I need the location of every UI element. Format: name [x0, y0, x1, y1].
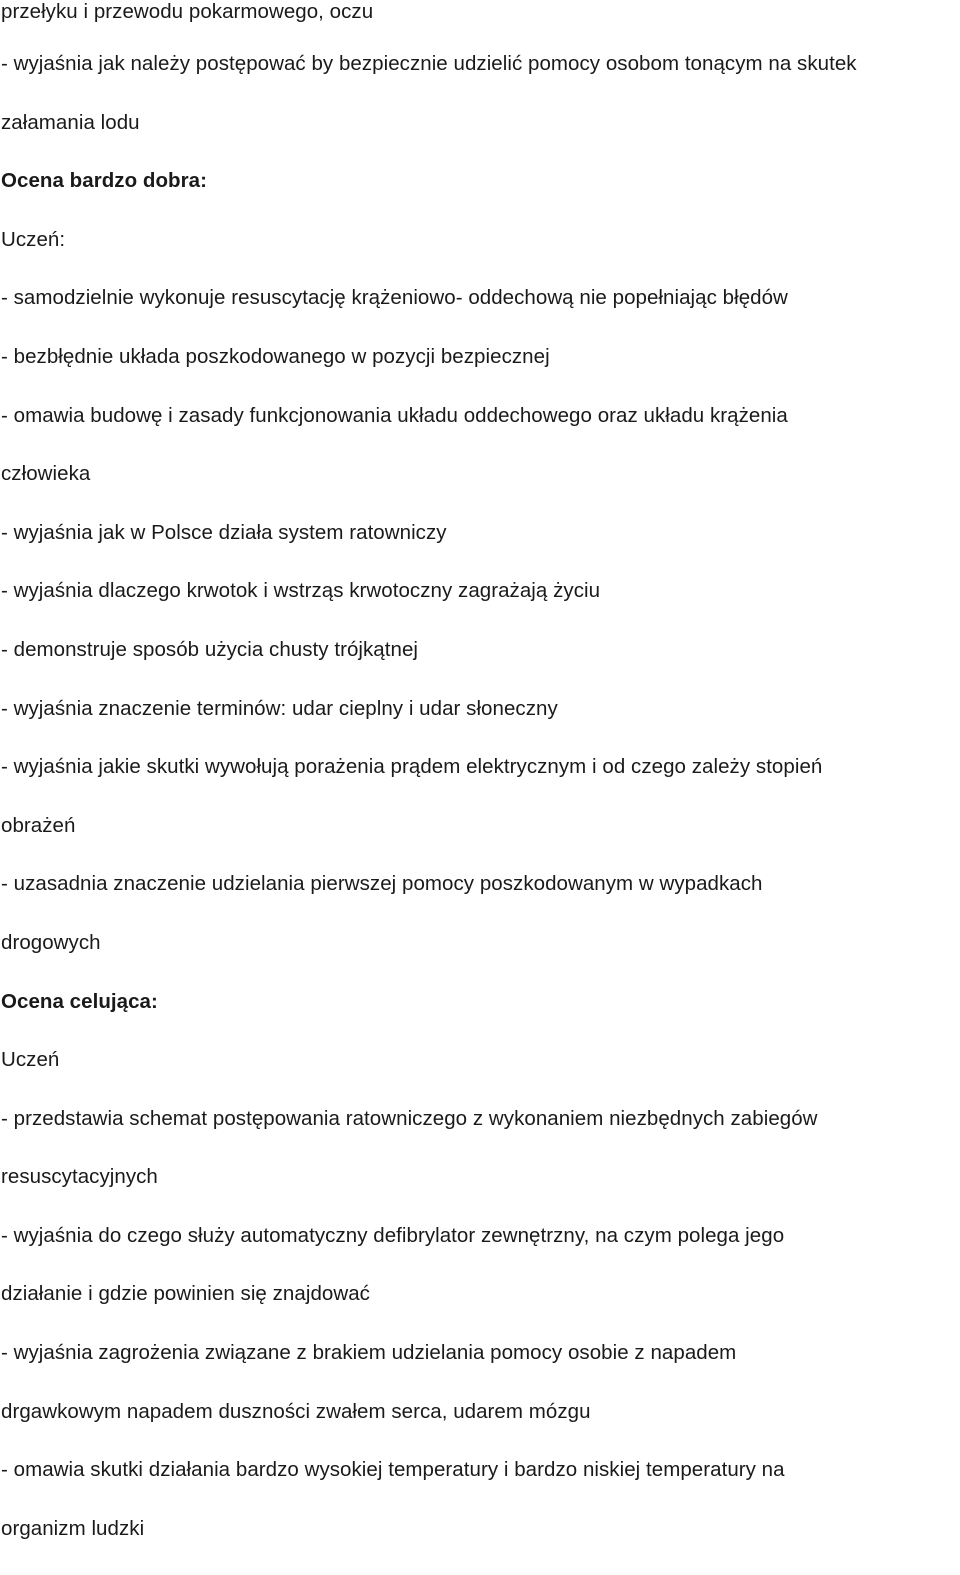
criterion-item: - przedstawia schemat postępowania ratowniczego z wykonaniem niezbędnych zabiegów	[1, 1106, 818, 1130]
criterion-item: - omawia skutki działania bardzo wysokiej temperatury i bardzo niskiej temperatury na	[1, 1458, 785, 1482]
text-line: przełyku i przewodu pokarmowego, oczu	[1, 0, 374, 23]
criterion-item-continuation: załamania lodu	[1, 110, 140, 134]
criterion-item: - wyjaśnia znaczenie terminów: udar cieplny i udar słoneczny	[1, 696, 558, 720]
criterion-item: - demonstruje sposób użycia chusty trójkątnej	[1, 637, 419, 661]
criterion-item: - wyjaśnia zagrożenia związane z brakiem udzielania pomocy osobie z napadem	[1, 1341, 737, 1365]
student-label: Uczeń:	[1, 227, 66, 251]
criterion-item: - wyjaśnia jak w Polsce działa system ratowniczy	[1, 520, 447, 544]
criterion-item-continuation: człowieka	[1, 462, 91, 486]
criterion-item-continuation: resuscytacyjnych	[1, 1165, 158, 1189]
criterion-item-continuation: drogowych	[1, 930, 101, 954]
student-label: Uczeń	[1, 1048, 60, 1072]
grade-heading-very-good: Ocena bardzo dobra:	[1, 169, 207, 193]
criterion-item: - samodzielnie wykonuje resuscytację krążeniowo- oddechową nie popełniając błędów	[1, 286, 788, 310]
criterion-item: - uzasadnia znaczenie udzielania pierwszej pomocy poszkodowanym w wypadkach	[1, 872, 763, 896]
criterion-item: - wyjaśnia jak należy postępować by bezpiecznie udzielić pomocy osobom tonącym na skutek	[1, 52, 857, 75]
criterion-item: - wyjaśnia jakie skutki wywołują porażenia prądem elektrycznym i od czego zależy stopień	[1, 755, 823, 779]
criterion-item: - bezbłędnie układa poszkodowanego w pozycji bezpiecznej	[1, 344, 550, 368]
criterion-item: - wyjaśnia dlaczego krwotok i wstrząs krwotoczny zagrażają życiu	[1, 579, 601, 603]
criterion-item-continuation: organizm ludzki	[1, 1516, 145, 1540]
criterion-item-continuation: drgawkowym napadem duszności zwałem serca, udarem mózgu	[1, 1399, 591, 1423]
criterion-item: - wyjaśnia do czego służy automatyczny defibrylator zewnętrzny, na czym polega jego	[1, 1223, 785, 1247]
criterion-item: - omawia budowę i zasady funkcjonowania układu oddechowego oraz układu krążenia	[1, 403, 788, 427]
criterion-item-continuation: działanie i gdzie powinien się znajdować	[1, 1282, 370, 1306]
criterion-item-continuation: obrażeń	[1, 813, 76, 837]
grade-heading-excellent: Ocena celująca:	[1, 989, 158, 1013]
